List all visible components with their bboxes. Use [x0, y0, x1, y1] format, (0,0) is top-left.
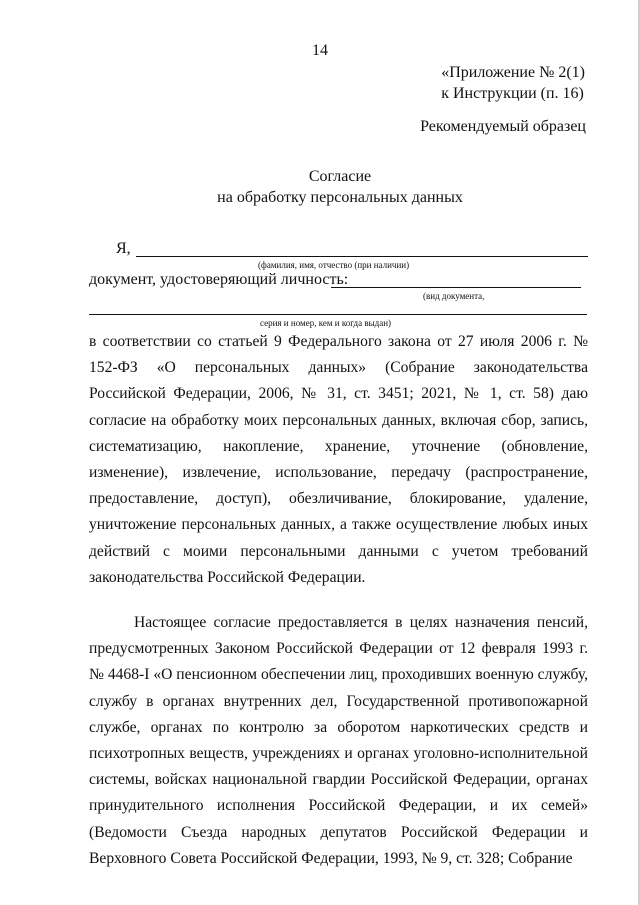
title-line-2: на обработку персональных данных	[217, 189, 463, 206]
name-fill-line[interactable]	[136, 256, 588, 257]
document-title	[0, 166, 640, 208]
appendix-line-2: к Инструкции (п. 16)	[441, 85, 584, 102]
document-type-hint: (вид документа,	[423, 291, 485, 301]
document-type-fill-line[interactable]	[331, 287, 581, 288]
appendix-reference	[441, 62, 585, 104]
document-label: документ, удостоверяющий личность:	[89, 271, 349, 288]
name-hint: (фамилия, имя, отчество (при наличии)	[258, 260, 410, 270]
page-number: 14	[312, 42, 328, 59]
sample-label: Рекомендуемый образец	[420, 118, 586, 135]
document-details-fill-line[interactable]	[89, 314, 587, 315]
title-line-1: Согласие	[308, 168, 372, 185]
appendix-line-1: «Приложение № 2(1)	[441, 64, 585, 81]
consent-body	[89, 329, 588, 872]
document-details-hint: серия и номер, кем и когда выдан)	[260, 318, 392, 328]
consent-paragraph-1: в соответствии со статьей 9 Федерального закона от 27 июля 2006 г. № 152-ФЗ «О персональных данных» (Собрание законодательства Российской Федерации, 2006, № 31, ст. 3451; 2021, № 1, ст. 58) даю согласие на обработку моих персональных данных, включая сбор, запись, систематизацию, накопление, хранение, уточнение (обновление, изменение), извлечение, использование, передачу (распространение, предоставление, доступ), обезличивание, блокирование, удаление, уничтожение персональных данных, а также осуществление любых иных действий с моими персональными данными с учетом требований законодательства Российской Федерации.	[89, 333, 588, 586]
i-label: Я,	[116, 240, 131, 257]
consent-paragraph-2: Настоящее согласие предоставляется в целях назначения пенсий, предусмотренных Законом Российской Федерации от 12 февраля 1993 г. № 4468-I «О пенсионном обеспечении лиц, проходивших военную службу, службу в органах внутренних дел, Государственной противопожарной службе, органах по контролю за оборотом наркотических средств и психотропных веществ, учреждениях и органах уголовно-исполнительной системы, войсках национальной гвардии Российской Федерации, органах принудительного исполнения Российской Федерации, и их семей» (Ведомости Съезда народных депутатов Российской Федерации и Верховного Совета Российской Федерации, 1993, № 9, ст. 328; Собрание	[89, 614, 588, 867]
